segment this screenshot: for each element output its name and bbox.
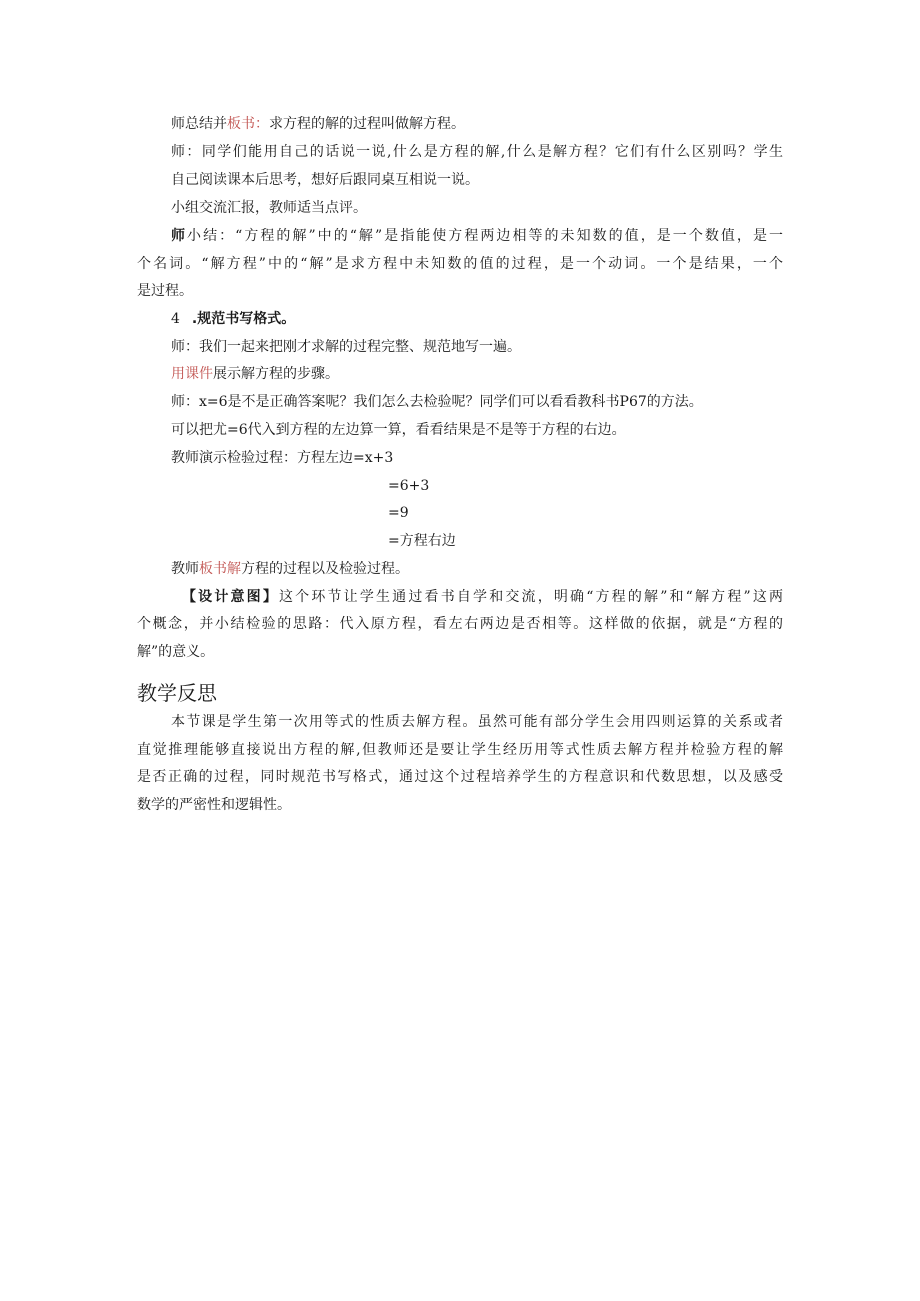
paragraph-conclusion-line2: 个名词。“解方程”中的“解”是求方程中未知数的值的过程，是一个动词。一个是结果，一个	[137, 256, 783, 272]
calc-step-2: =9	[388, 505, 409, 521]
section-heading-format	[171, 309, 295, 329]
paragraph-group-report: 小组交流汇报，教师适当点评。	[171, 200, 367, 216]
paragraph-board-writing	[171, 559, 409, 579]
paragraph-conclusion-line3: 是过程。	[137, 283, 193, 299]
design-intent-label: 【设计意图】	[182, 589, 280, 605]
reflection-line1: 本节课是学生第一次用等式的性质去解方程。虽然可能有部分学生会用四则运算的关系或者	[171, 714, 783, 730]
text: 教师	[171, 561, 199, 577]
calc-step-1: =6+3	[388, 478, 430, 494]
paragraph-question-line2: 自己阅读课本后思考，想好后跟同桌互相说一说。	[171, 172, 479, 188]
section-title: .规范书写格式。	[191, 311, 296, 327]
bold-text: 师	[171, 228, 188, 244]
paragraph-demo-check: 教师演示检验过程：方程左边=x+3	[171, 450, 394, 466]
calc-step-3: =方程右边	[388, 533, 456, 549]
paragraph-write-process: 师：我们一起来把刚才求解的过程完整、规范地写一遍。	[171, 339, 521, 355]
text: 求方程的解的过程叫做解方程。	[269, 116, 465, 132]
reflection-line4: 数学的严密性和逻辑性。	[137, 797, 291, 813]
highlight-text: 用课件	[171, 366, 213, 382]
text: 师总结并	[171, 116, 227, 132]
text: 方程的过程以及检验过程。	[241, 561, 409, 577]
paragraph-question-line1: 师：同学们能用自己的话说一说,什么是方程的解,什么是解方程？它们有什么区别吗？学生	[171, 144, 783, 160]
design-intent-line3: 解”的意义。	[137, 644, 215, 660]
highlight-text: 板书解	[199, 561, 241, 577]
reflection-line2: 直觉推理能够直接说出方程的解,但教师还是要让学生经历用等式性质去解方程并检验方程的解	[137, 742, 783, 758]
paragraph-courseware	[171, 364, 339, 384]
highlight-text: 板书：	[227, 116, 269, 132]
text: 这个环节让学生通过看书自学和交流，明确“方程的解”和“解方程”这两	[279, 589, 783, 605]
paragraph-check-question: 师：x=6是不是正确答案呢？我们怎么去检验呢？同学们可以看看教科书P67的方法。	[171, 394, 703, 410]
paragraph-substitute: 可以把尤=6代入到方程的左边算一算，看看结果是不是等于方程的右边。	[171, 422, 626, 438]
text: 小结：“方程的解”中的“解”是指能使方程两边相等的未知数的值，是一个数值，是一	[187, 228, 783, 244]
design-intent-line2: 个概念，并小结检验的思路：代入原方程，看左右两边是否相等。这样做的依据，就是“方程的	[137, 616, 783, 632]
reflection-line3: 是否正确的过程，同时规范书写格式，通过这个过程培养学生的方程意识和代数思想，以及感受	[137, 769, 783, 785]
section-heading-reflection: 教学反思	[137, 681, 217, 705]
section-number: 4	[171, 311, 180, 327]
paragraph-summary	[171, 114, 465, 134]
text: 展示解方程的步骤。	[213, 366, 339, 382]
paragraph-conclusion-line1	[171, 226, 783, 246]
design-intent-line1	[182, 587, 783, 607]
